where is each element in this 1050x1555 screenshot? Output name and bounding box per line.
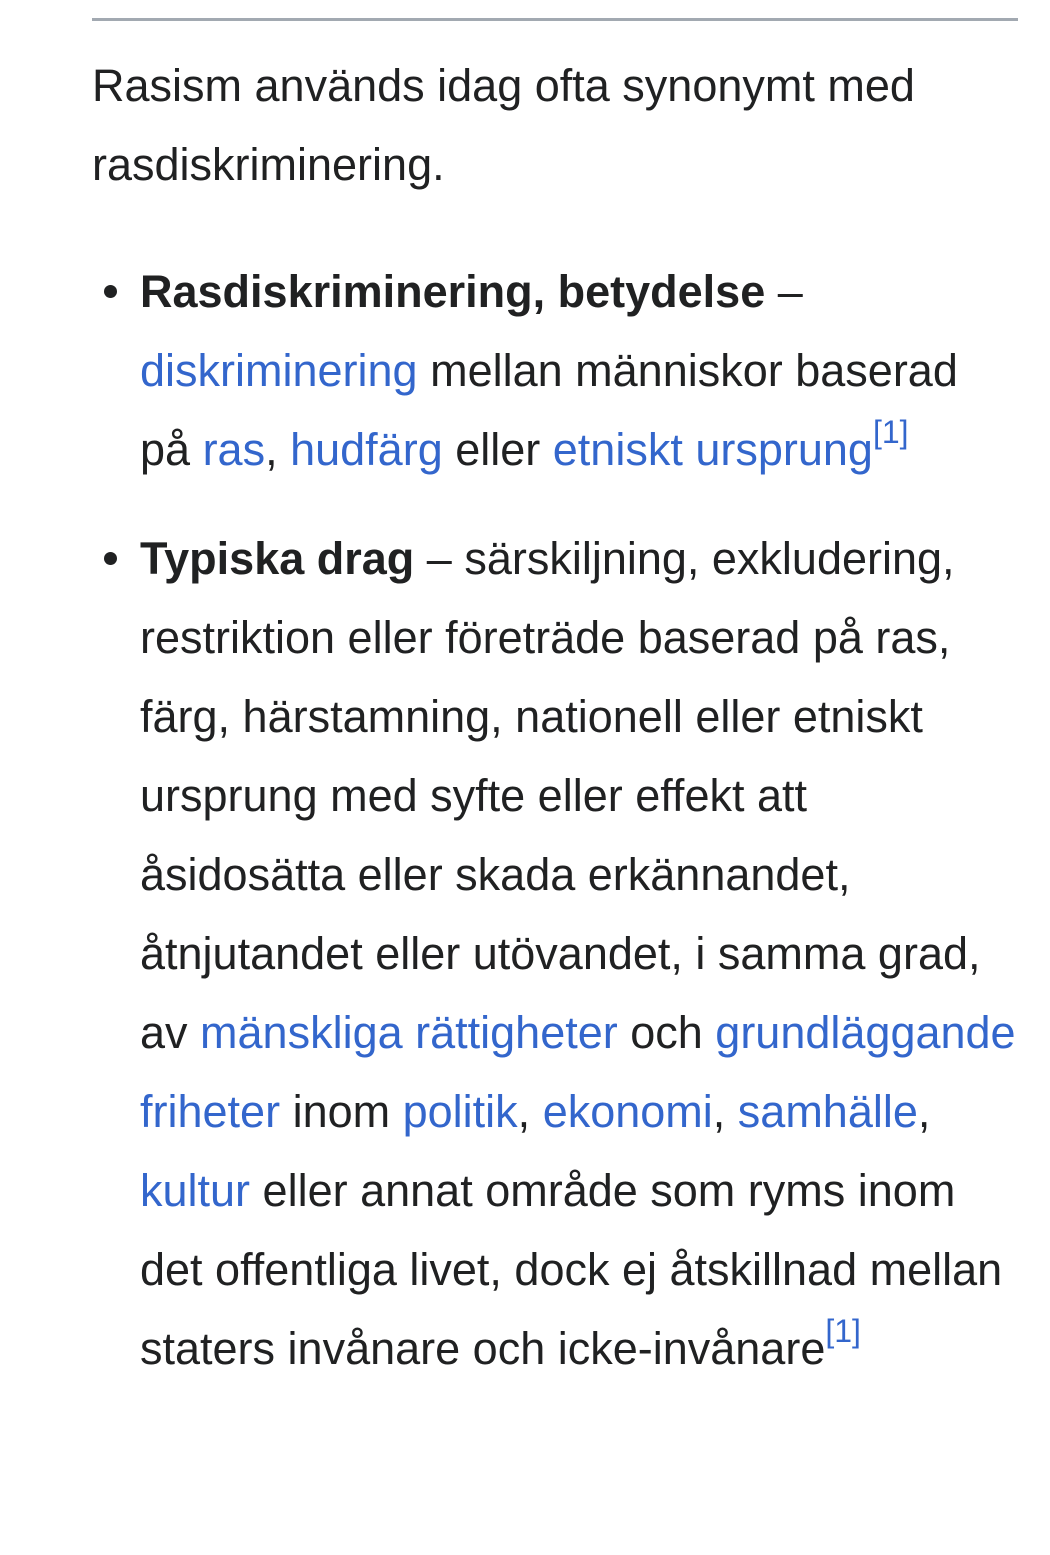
link-grundlaggande-friheter[interactable]: grundläggande friheter [140, 1007, 1016, 1137]
link-diskriminering[interactable]: diskriminering [140, 345, 418, 396]
link-manskliga-rattigheter[interactable]: mänskliga rättigheter [200, 1007, 618, 1058]
link-ekonomi[interactable]: ekonomi [542, 1086, 713, 1137]
text-segment: , [265, 424, 291, 475]
reference-link[interactable]: [1] [872, 414, 909, 450]
text-segment: särskiljning, exkludering, restriktion eller företräde baserad på ras, färg, härstamning, nationell eller etniskt ursprung med syfte eller effekt att åsidosätta eller skada erkännandet, åtnjutandet eller utövandet, i samma grad, av [140, 533, 981, 1058]
text-segment: , [517, 1086, 543, 1137]
list-item-term: Rasdiskriminering, betydelse [140, 266, 766, 317]
text-segment: och [617, 1007, 716, 1058]
dash: – [765, 266, 803, 317]
bullet-icon [104, 552, 117, 565]
link-ras[interactable]: ras [202, 424, 266, 475]
text-segment: , [712, 1086, 738, 1137]
dash: – [414, 533, 465, 584]
text-segment: , [917, 1086, 931, 1137]
text-segment: eller annat område som ryms inom det offentliga livet, dock ej åtskillnad mellan staters invånare och icke-invånare [140, 1165, 1003, 1374]
text-segment: eller [442, 424, 553, 475]
intro-paragraph: Rasism används idag ofta synonymt med rasdiskriminering. [92, 60, 915, 190]
section-divider [92, 18, 1018, 21]
text-segment: inom [280, 1086, 403, 1137]
definition-list [140, 252, 1020, 1418]
reference-link[interactable]: [1] [825, 1313, 861, 1349]
link-kultur[interactable]: kultur [140, 1165, 251, 1216]
bullet-icon [104, 285, 117, 298]
list-item-term: Typiska drag [140, 533, 415, 584]
list-item [140, 519, 1020, 1388]
link-politik[interactable]: politik [402, 1086, 518, 1137]
link-hudfarg[interactable]: hudfärg [290, 424, 443, 475]
list-item [140, 252, 1020, 489]
text-segment: mellan människor baserad på [140, 345, 958, 475]
link-samhalle[interactable]: samhälle [737, 1086, 918, 1137]
link-etniskt-ursprung[interactable]: etniskt ursprung [552, 424, 873, 475]
